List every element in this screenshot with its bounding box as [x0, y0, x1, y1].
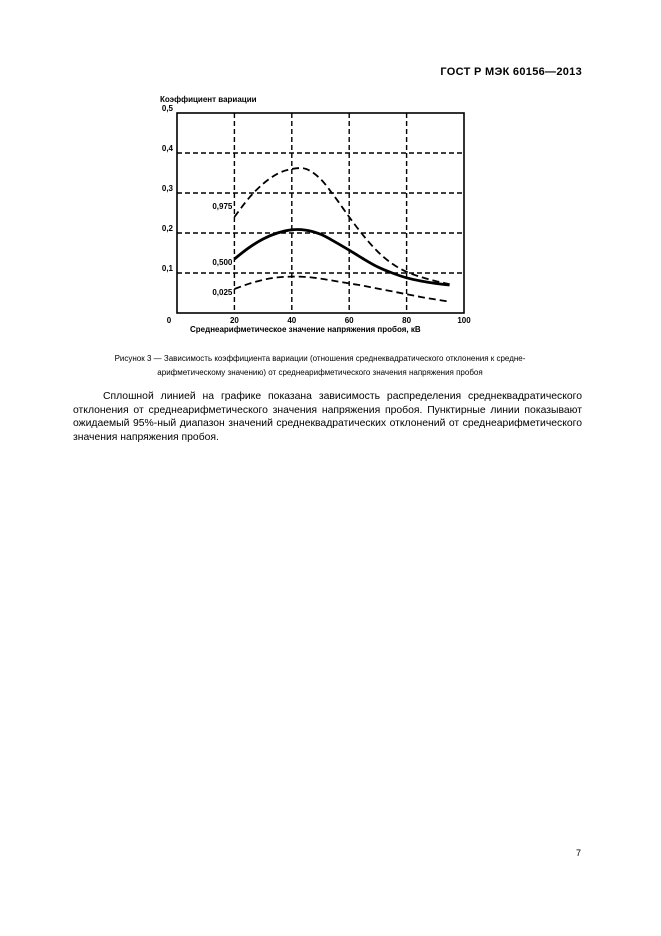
- y-tick-label-0: 0,1: [161, 264, 173, 273]
- series-line-0: [234, 168, 449, 284]
- x-tick-label-1: 20: [229, 316, 239, 325]
- variation-coefficient-chart: [150, 92, 480, 337]
- series-label-0: 0,975: [212, 202, 233, 211]
- x-tick-label-2: 40: [287, 316, 297, 325]
- y-tick-label-4: 0,5: [161, 104, 173, 113]
- x-tick-label-5: 100: [457, 316, 471, 325]
- y-axis-title: Коэффициент вариации: [160, 95, 257, 104]
- series-label-1: 0,500: [212, 258, 233, 267]
- page-number: 7: [576, 848, 582, 858]
- document-code: ГОСТ Р МЭК 60156—2013: [440, 66, 582, 78]
- chart-canvas: [150, 92, 480, 337]
- x-tick-label-0: 0: [166, 316, 172, 325]
- x-tick-label-4: 80: [402, 316, 412, 325]
- figure-caption-line-1: Рисунок 3 — Зависимость коэффициента вариации (отношения среднеквадратического отклонения к средне-: [114, 354, 526, 363]
- y-tick-label-2: 0,3: [161, 184, 173, 193]
- figure-caption-line-2: арифметическому значению) от среднеарифметического значения напряжения пробоя: [157, 368, 483, 377]
- y-tick-label-1: 0,2: [161, 224, 173, 233]
- x-tick-label-3: 60: [344, 316, 354, 325]
- x-axis-title: Среднеарифметическое значение напряжения пробоя, кВ: [190, 325, 421, 334]
- plot-frame: [177, 113, 464, 313]
- body-paragraph: Сплошной линией на графике показана зависимость распределения среднеквадратического отклонения от среднеарифметического значения напряжения пробоя. Пунктирные линии показывают ожидаемый 95%-ный диапазон значений среднеквадратических отклонений от среднеарифметического значения напряжения пробоя.: [73, 391, 582, 443]
- series-label-2: 0,025: [212, 288, 233, 297]
- figure-caption: [40, 352, 600, 380]
- y-tick-label-3: 0,4: [161, 144, 173, 153]
